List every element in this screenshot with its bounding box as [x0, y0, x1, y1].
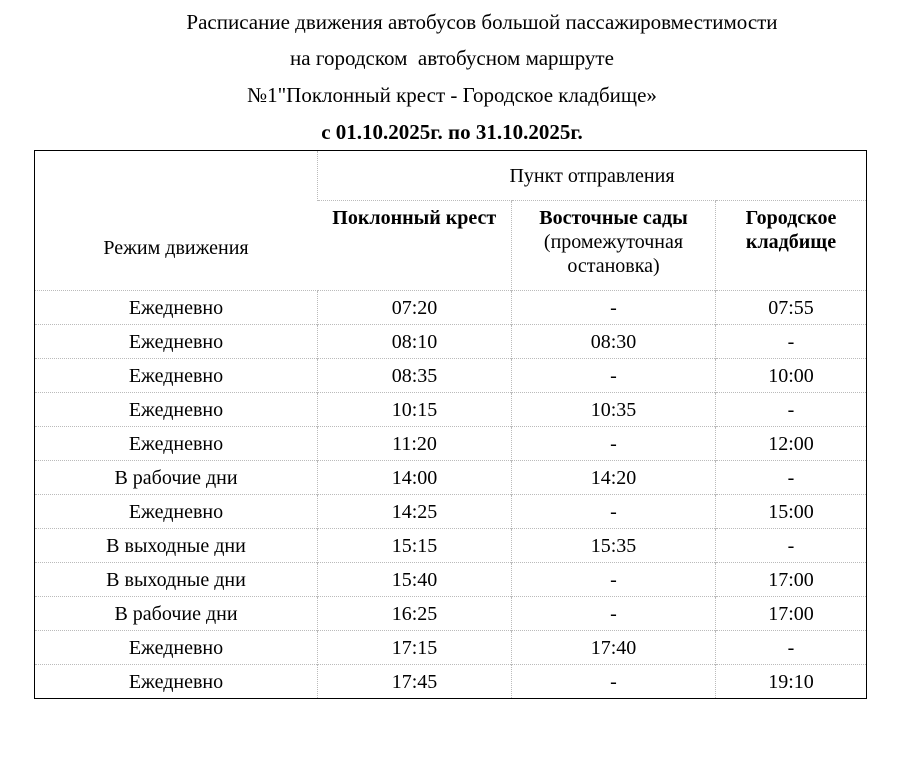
mode-cell: Ежедневно — [35, 665, 318, 699]
vostochnye-sady-time-cell: - — [512, 665, 716, 699]
stop-header-vostochnye-sady — [512, 201, 716, 291]
vostochnye-sady-time-cell: - — [512, 359, 716, 393]
mode-cell: Ежедневно — [35, 291, 318, 325]
poklonny-krest-time-cell: 14:00 — [318, 461, 512, 495]
table-row — [35, 665, 867, 699]
poklonny-krest-time-cell: 15:40 — [318, 563, 512, 597]
title-line-1: Расписание движения автобусов большой пассажировместимости — [186, 10, 778, 34]
vostochnye-sady-time-cell: - — [512, 427, 716, 461]
date-range: с 01.10.2025г. по 31.10.2025г. — [321, 120, 583, 144]
gorodskoe-kladbishche-time-cell: - — [716, 393, 867, 427]
table-row — [35, 631, 867, 665]
gorodskoe-kladbishche-time-cell: - — [716, 529, 867, 563]
mode-cell: В выходные дни — [35, 563, 318, 597]
vostochnye-sady-time-cell: - — [512, 563, 716, 597]
title-line-3: №1"Поклонный крест - Городское кладбище» — [247, 83, 657, 107]
table-row — [35, 359, 867, 393]
gorodskoe-kladbishche-time-cell: 17:00 — [716, 597, 867, 631]
gorodskoe-kladbishche-time-cell: 17:00 — [716, 563, 867, 597]
poklonny-krest-time-cell: 15:15 — [318, 529, 512, 563]
table-row — [35, 393, 867, 427]
table-row — [35, 325, 867, 359]
table-row — [35, 563, 867, 597]
gorodskoe-kladbishche-time-cell: 10:00 — [716, 359, 867, 393]
table-row — [35, 495, 867, 529]
mode-cell: Ежедневно — [35, 359, 318, 393]
gorodskoe-kladbishche-time-cell: 12:00 — [716, 427, 867, 461]
poklonny-krest-time-cell: 10:15 — [318, 393, 512, 427]
gorodskoe-kladbishche-time-cell: 07:55 — [716, 291, 867, 325]
mode-cell: Ежедневно — [35, 495, 318, 529]
mode-cell: В рабочие дни — [35, 461, 318, 495]
table-row — [35, 529, 867, 563]
table-row — [35, 291, 867, 325]
gorodskoe-kladbishche-time-cell: 15:00 — [716, 495, 867, 529]
vostochnye-sady-time-cell: 14:20 — [512, 461, 716, 495]
poklonny-krest-time-cell: 08:10 — [318, 325, 512, 359]
vostochnye-sady-time-cell: - — [512, 495, 716, 529]
stop-header-gorodskoe-kladbishche: Городское кладбище — [716, 201, 867, 291]
title-line-2: на городском автобусном маршруте — [290, 46, 614, 70]
table-row — [35, 597, 867, 631]
poklonny-krest-time-cell: 16:25 — [318, 597, 512, 631]
departure-point-header: Пункт отправления — [318, 151, 867, 201]
poklonny-krest-time-cell: 17:45 — [318, 665, 512, 699]
gorodskoe-kladbishche-time-cell: - — [716, 631, 867, 665]
stop-header-vostochnye-sady-note: (промежуточная остановка) — [543, 231, 684, 277]
vostochnye-sady-time-cell: - — [512, 597, 716, 631]
poklonny-krest-time-cell: 07:20 — [318, 291, 512, 325]
schedule-table — [34, 150, 867, 699]
gorodskoe-kladbishche-time-cell: 19:10 — [716, 665, 867, 699]
vostochnye-sady-time-cell: 17:40 — [512, 631, 716, 665]
stop-header-poklonny-krest: Поклонный крест — [318, 201, 512, 291]
table-row — [35, 427, 867, 461]
vostochnye-sady-time-cell: 15:35 — [512, 529, 716, 563]
mode-cell: Ежедневно — [35, 325, 318, 359]
mode-column-header: Режим движения — [103, 236, 249, 259]
gorodskoe-kladbishche-time-cell: - — [716, 461, 867, 495]
table-row — [35, 461, 867, 495]
vostochnye-sady-time-cell: - — [512, 291, 716, 325]
vostochnye-sady-time-cell: 10:35 — [512, 393, 716, 427]
poklonny-krest-time-cell: 14:25 — [318, 495, 512, 529]
mode-cell: В рабочие дни — [35, 597, 318, 631]
mode-cell: В выходные дни — [35, 529, 318, 563]
poklonny-krest-time-cell: 17:15 — [318, 631, 512, 665]
header-row — [35, 151, 867, 201]
poklonny-krest-time-cell: 11:20 — [318, 427, 512, 461]
stop-header-vostochnye-sady-name: Восточные сады — [539, 207, 688, 229]
mode-cell: Ежедневно — [35, 631, 318, 665]
poklonny-krest-time-cell: 08:35 — [318, 359, 512, 393]
gorodskoe-kladbishche-time-cell: - — [716, 325, 867, 359]
mode-cell: Ежедневно — [35, 427, 318, 461]
mode-cell: Ежедневно — [35, 393, 318, 427]
vostochnye-sady-time-cell: 08:30 — [512, 325, 716, 359]
